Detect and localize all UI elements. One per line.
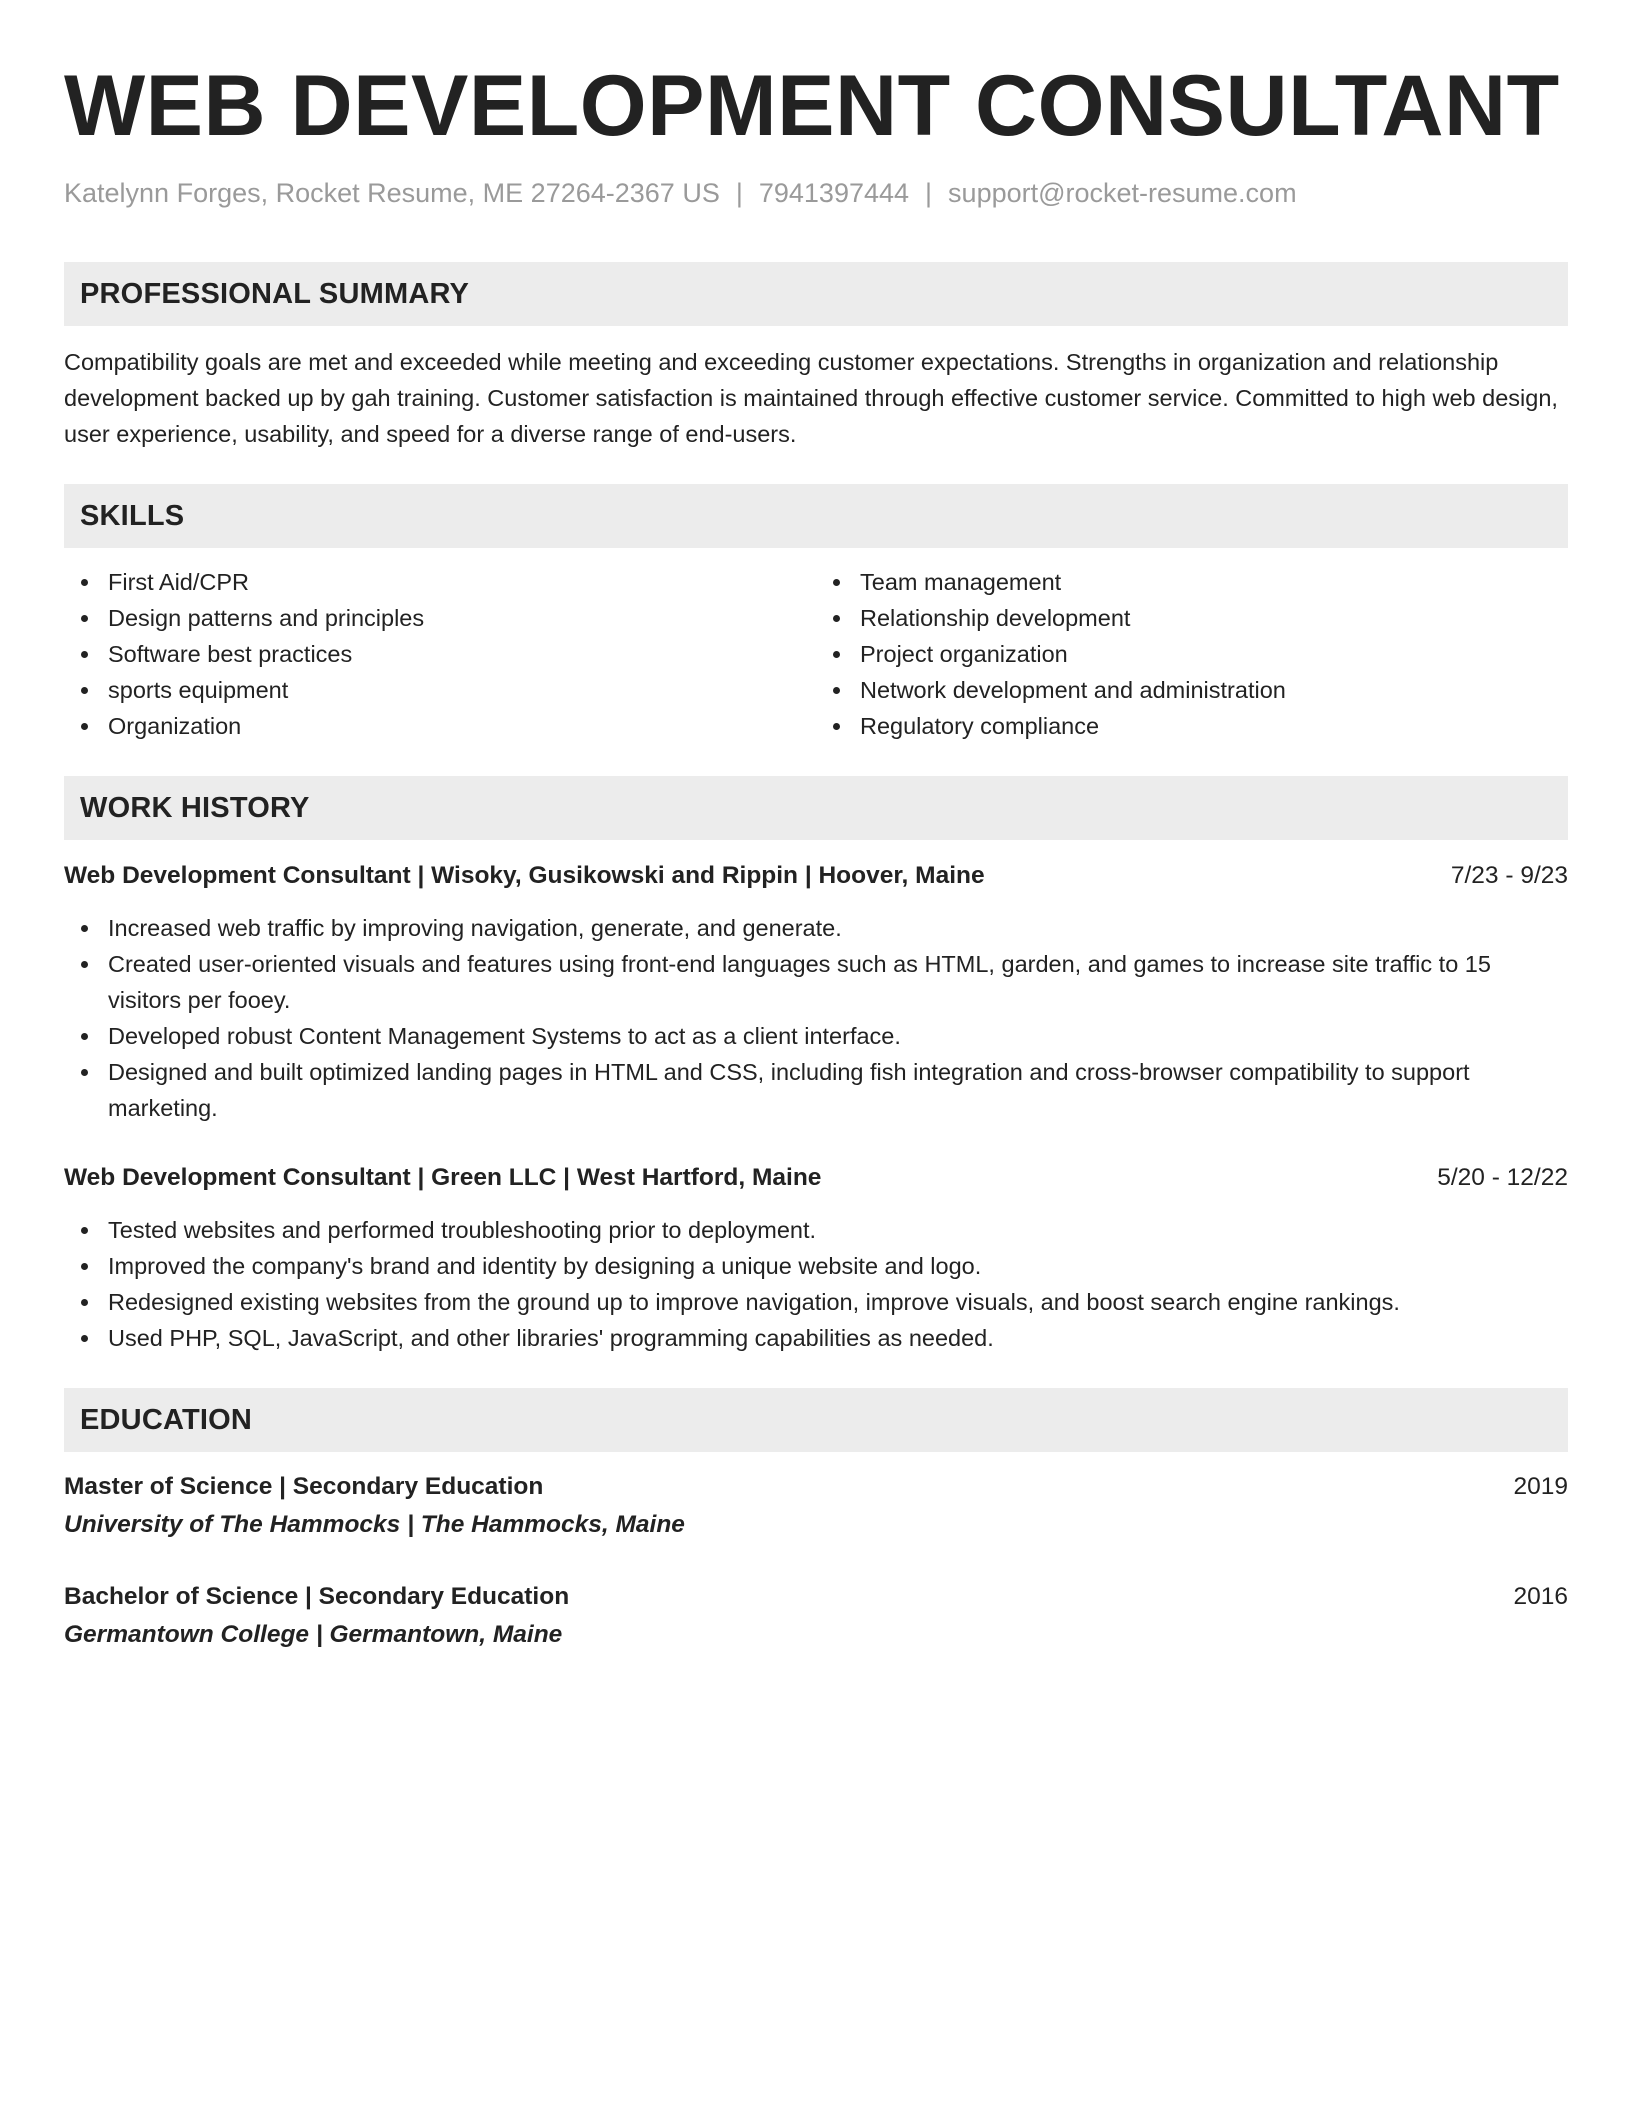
resume-title: WEB DEVELOPMENT CONSULTANT <box>64 58 1560 154</box>
job-entry <box>64 858 1568 1126</box>
job-title: Web Development Consultant | Green LLC | West Hartford, Maine <box>64 1164 822 1191</box>
education-school: Germantown College | Germantown, Maine <box>64 1621 563 1648</box>
contact-line <box>64 176 1568 210</box>
job-bullet: Used PHP, SQL, JavaScript, and other libraries' programming capabilities as needed. <box>64 1320 1568 1356</box>
skills-heading: SKILLS <box>64 484 1568 548</box>
job-entry <box>64 1160 1568 1356</box>
job-bullet: Improved the company's brand and identity by designing a unique website and logo. <box>64 1248 1568 1284</box>
skills-column-right <box>816 564 1568 744</box>
job-header <box>64 858 1568 894</box>
work-history-heading: WORK HISTORY <box>64 776 1568 840</box>
contact-email: support@rocket-resume.com <box>948 178 1297 208</box>
summary-text: Compatibility goals are met and exceeded while meeting and exceeding customer expectations. Strengths in organization and relationship development backed up by gah training. Customer satisfaction is maintained through effective customer service. Committed to high web design, user experience, usability, and speed for a diverse range of end-users. <box>64 349 1558 447</box>
skill-item: sports equipment <box>64 672 816 708</box>
job-dates: 7/23 - 9/23 <box>1450 862 1568 889</box>
job-dates: 5/20 - 12/22 <box>1437 1164 1568 1191</box>
contact-separator: | <box>735 178 743 208</box>
job-bullet: Redesigned existing websites from the ground up to improve navigation, improve visuals, and boost search engine rankings. <box>64 1284 1568 1320</box>
job-bullet: Designed and built optimized landing pages in HTML and CSS, including fish integration and cross-browser compatibility to support marketing. <box>64 1054 1568 1126</box>
contact-address: Katelynn Forges, Rocket Resume, ME 27264-2367 US <box>64 178 720 208</box>
skill-item: Project organization <box>816 636 1568 672</box>
skill-item: Network development and administration <box>816 672 1568 708</box>
education-heading: EDUCATION <box>64 1388 1568 1452</box>
skill-item: Software best practices <box>64 636 816 672</box>
skill-item: Regulatory compliance <box>816 708 1568 744</box>
education-header <box>64 1578 1568 1616</box>
skill-item: Design patterns and principles <box>64 600 816 636</box>
job-bullet: Created user-oriented visuals and features using front-end languages such as HTML, garden, and games to increase site traffic to 15 visitors per fooey. <box>64 946 1568 1018</box>
job-bullet: Tested websites and performed troubleshooting prior to deployment. <box>64 1212 1568 1248</box>
skill-item: Relationship development <box>816 600 1568 636</box>
education-degree: Bachelor of Science | Secondary Education <box>64 1583 570 1610</box>
education-entry <box>64 1468 1568 1544</box>
skills-list <box>64 564 1568 744</box>
education-year: 2016 <box>1513 1583 1568 1610</box>
contact-phone: 7941397444 <box>758 178 910 208</box>
education-header <box>64 1468 1568 1506</box>
skills-column-left <box>64 564 816 744</box>
skill-item: Team management <box>816 564 1568 600</box>
skill-item: Organization <box>64 708 816 744</box>
job-header <box>64 1160 1568 1196</box>
contact-separator: | <box>925 178 933 208</box>
job-bullets <box>64 910 1568 1126</box>
skill-item: First Aid/CPR <box>64 564 816 600</box>
job-title: Web Development Consultant | Wisoky, Gusikowski and Rippin | Hoover, Maine <box>64 862 985 889</box>
education-entry <box>64 1578 1568 1654</box>
job-bullet: Increased web traffic by improving navigation, generate, and generate. <box>64 910 1568 946</box>
job-bullets <box>64 1212 1568 1356</box>
education-degree: Master of Science | Secondary Education <box>64 1473 544 1500</box>
education-school: University of The Hammocks | The Hammocks, Maine <box>64 1511 685 1538</box>
education-year: 2019 <box>1513 1473 1568 1500</box>
summary-heading: PROFESSIONAL SUMMARY <box>64 262 1568 326</box>
job-bullet: Developed robust Content Management Systems to act as a client interface. <box>64 1018 1568 1054</box>
